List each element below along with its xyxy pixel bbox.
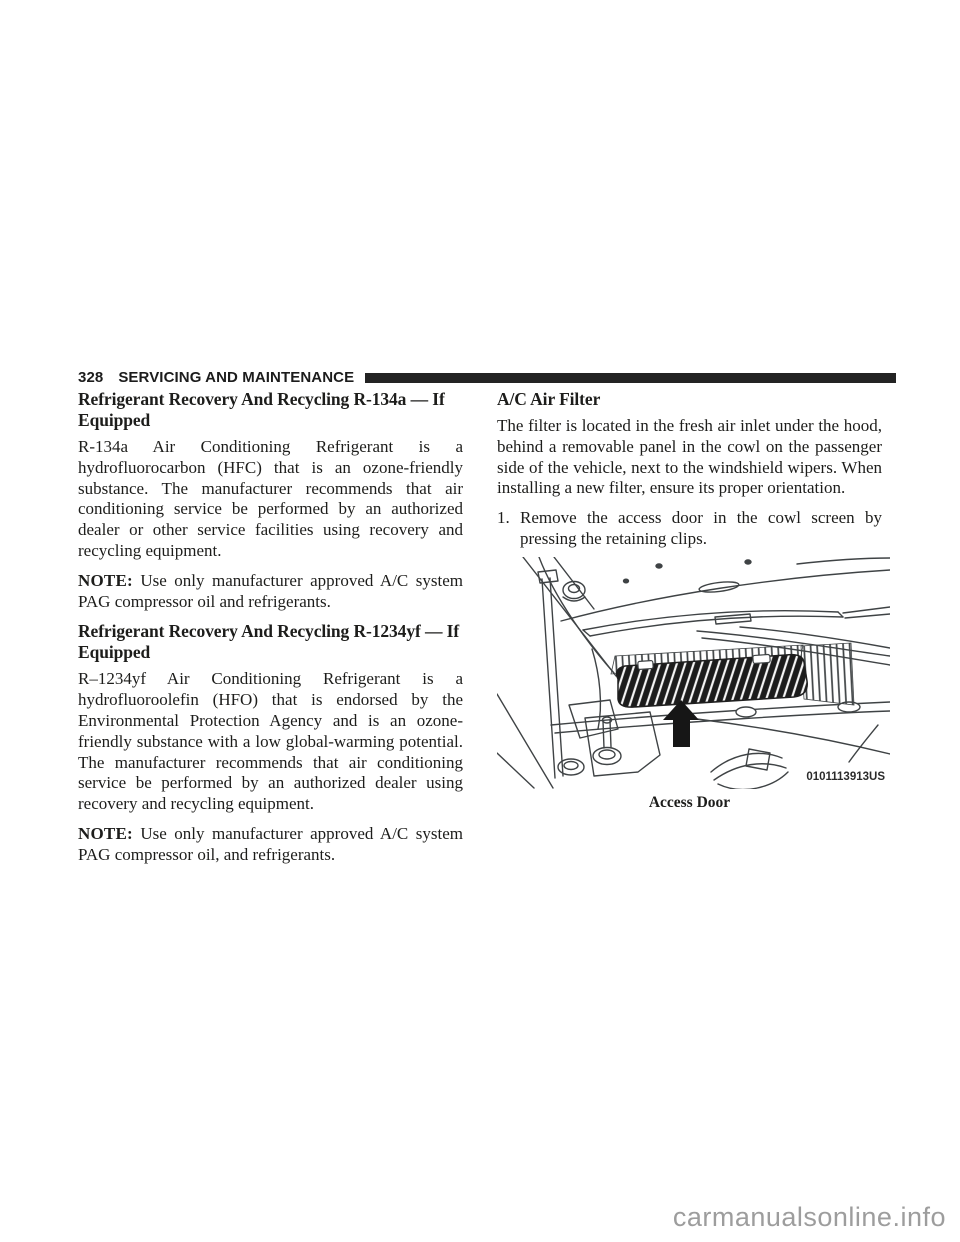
retaining-clip [638,660,654,669]
figure-caption: Access Door [648,793,731,811]
paragraph-r134a: R-134a Air Conditioning Refrigerant is a hydrofluorocarbon (HFC) that is an ozone-friendly substance. The manufacturer recommends that air conditioning service be performed by an authorized dealer or other service facilities using recovery and recycling equipment. [78,437,463,560]
heading-refrigerant-r1234yf: Refrigerant Recovery And Recycling R-1234yf — If Equipped [78,621,460,663]
page-header [78,369,896,386]
right-column [497,389,885,812]
paragraph-ac-air-filter: The filter is located in the fresh air inlet under the hood, behind a removable panel in the cowl on the passenger side of the vehicle, next to the windshield wipers. When installing a new filter, ensure its proper orientation. [497,416,882,498]
note-text: Use only manufacturer approved A/C system PAG compressor oil and refrigerants. [78,570,463,611]
cowl-access-door-illustration [497,557,890,789]
left-column [78,389,463,875]
note-r134a [78,571,463,613]
header-rule-bar [365,373,896,383]
figure-code: 0101113913US [806,770,885,783]
section-title: SERVICING AND MAINTENANCE [118,369,355,386]
cowl-screen-ribs-right [801,643,854,705]
note-label: NOTE: [78,823,133,843]
watermark: carmanualsonline.info [672,1202,946,1232]
heading-refrigerant-r134a: Refrigerant Recovery And Recycling R-134a — If Equipped [78,389,445,430]
step-text: Remove the access door in the cowl screen by pressing the retaining clips. [520,508,882,548]
paragraph-r1234yf: R–1234yf Air Conditioning Refrigerant is a hydrofluoroolefin (HFO) that is endorsed by the Environmental Protection Agency and is an ozone-friendly substance with a low global-warming potential. The manufacturer recommends that air conditioning service be performed by an authorized dealer using recovery and recycling equipment. [78,669,463,814]
step-1 [497,508,882,550]
note-r1234yf [78,824,463,866]
cowl-access-door-figure [497,557,885,812]
note-label: NOTE: [78,570,133,590]
page-number: 328 [78,369,104,386]
step-number: 1. [497,508,510,528]
note-text: Use only manufacturer approved A/C system PAG compressor oil, and refrigerants. [78,823,463,864]
retaining-clip [753,654,771,663]
heading-ac-air-filter: A/C Air Filter [497,389,601,409]
